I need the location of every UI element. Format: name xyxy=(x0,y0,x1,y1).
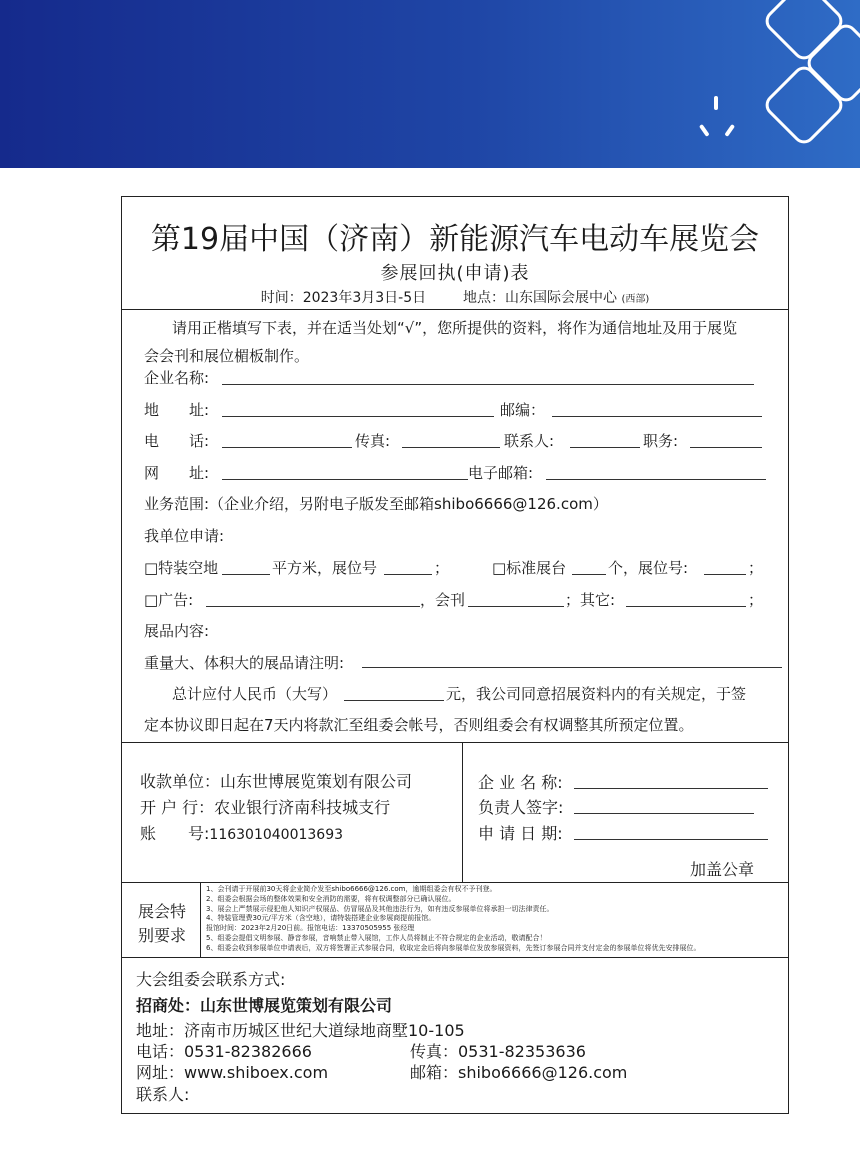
total-label: 总计应付人民币（大写） xyxy=(172,685,338,703)
standard-booth-count-field[interactable] xyxy=(572,574,606,575)
intro-line-1: 请用正楷填写下表，并在适当处划“√”，您所提供的资料，将作为通信地址及用于展览 xyxy=(172,319,738,337)
account-number: 116301040013693 xyxy=(209,827,344,843)
business-scope: 业务范围:（企业介绍，另附电子版发至邮箱shibo6666@126.com） xyxy=(144,495,608,513)
divider xyxy=(462,742,463,882)
intro-line-2: 会会刊和展位楣板制作。 xyxy=(144,347,310,365)
standard-booth-end: ； xyxy=(748,559,764,577)
organizer-phone: 电话：0531-82382666 xyxy=(136,1042,312,1061)
form-title: 第19届中国（济南）新能源汽车电动车展览会 xyxy=(150,222,760,257)
total-terms: 元，我公司同意招展资料内的有关规定，于签 xyxy=(446,685,747,703)
organizer-address: 地址：济南市历城区世纪大道绿地商墅10-105 xyxy=(136,1021,465,1040)
requirement-item: 6、组委会收到参展单位申请表后，双方将签署正式参展合同，收取定金后将向参展单位发放参展资料，先签订参展合同并支付定金的参展单位将优先安排展位。 xyxy=(206,943,701,952)
organizer: 招商处：山东世博展览策划有限公司 xyxy=(136,996,393,1015)
address-field[interactable] xyxy=(222,416,494,417)
organizer-contact-person: 联系人: xyxy=(136,1085,190,1104)
account-label: 账 号: xyxy=(140,824,210,843)
registration-form xyxy=(121,196,789,1114)
position-field[interactable] xyxy=(690,447,762,448)
ad-field[interactable] xyxy=(206,606,420,607)
divider xyxy=(122,309,788,310)
sign-company-field[interactable] xyxy=(574,788,768,789)
company-name-label: 企业名称: xyxy=(144,369,210,387)
website-field[interactable] xyxy=(222,479,468,480)
phone-field[interactable] xyxy=(222,447,352,448)
email-label: 电子邮箱: xyxy=(468,464,534,482)
payee: 收款单位：山东世博展览策划有限公司 xyxy=(140,772,413,791)
standard-booth-label: 个，展位号: xyxy=(608,559,689,577)
organizer-fax: 传真：0531-82353636 xyxy=(410,1042,586,1061)
standard-booth-no-field[interactable] xyxy=(704,574,746,575)
form-subtitle: 参展回执(申请)表 xyxy=(380,263,530,284)
bank: 开 户 行：农业银行济南科技城支行 xyxy=(140,798,391,817)
divider xyxy=(122,742,788,743)
total-amount-field[interactable] xyxy=(344,700,444,701)
heavy-exhibits-field[interactable] xyxy=(362,667,782,668)
seal-label: 加盖公章 xyxy=(690,860,755,879)
heavy-exhibits-note: 重量大、体积大的展品请注明: xyxy=(144,654,345,672)
contact-label: 联系人: xyxy=(504,432,555,450)
company-name-field[interactable] xyxy=(222,384,754,385)
requirements-label-1: 展会特 xyxy=(138,902,187,921)
date-field[interactable] xyxy=(574,839,768,840)
other-end: ； xyxy=(748,591,764,609)
special-space-label: 平方米，展位号 xyxy=(272,559,378,577)
website-label: 网 址: xyxy=(144,464,210,482)
address-label: 地 址: xyxy=(144,401,210,419)
special-space-end: ； xyxy=(434,559,450,577)
signer-field[interactable] xyxy=(574,813,754,814)
phone-label: 电 话: xyxy=(144,432,210,450)
email-field[interactable] xyxy=(546,479,766,480)
event-place-note: (西部) xyxy=(621,294,650,305)
journal-label: ，会刊 xyxy=(420,591,466,609)
fax-field[interactable] xyxy=(402,447,500,448)
requirement-item: 2、组委会根据会场的整体效果和安全消防的需要，将有权调整部分已确认展位。 xyxy=(206,894,456,903)
ad-checkbox[interactable]: □广告: xyxy=(144,591,194,609)
requirements-label-2: 别要求 xyxy=(138,926,187,945)
divider xyxy=(122,957,788,958)
postcode-field[interactable] xyxy=(552,416,762,417)
special-space-area-field[interactable] xyxy=(222,574,270,575)
contact-heading: 大会组委会联系方式: xyxy=(136,970,286,989)
special-space-checkbox[interactable]: □特装空地 xyxy=(144,559,219,577)
event-info xyxy=(122,287,788,307)
organizer-email[interactable]: 邮箱：shibo6666@126.com xyxy=(410,1063,628,1082)
position-label: 职务: xyxy=(643,432,679,450)
organizer-website[interactable]: 网址：www.shiboex.com xyxy=(136,1063,329,1082)
account xyxy=(140,821,343,844)
special-booth-no-field[interactable] xyxy=(384,574,432,575)
date-label: 申 请 日 期: xyxy=(478,824,563,843)
requirement-item: 4、特装管理费30元/平方米（含空地），请特装搭建企业参展商提前报馆。 xyxy=(206,914,436,923)
other-field[interactable] xyxy=(626,606,746,607)
total-terms-line-2: 定本协议即日起在7天内将款汇至组委会帐号，否则组委会有权调整其所预定位置。 xyxy=(144,716,694,734)
socket-logo-icon xyxy=(680,0,860,168)
divider xyxy=(122,882,788,883)
requirement-item: 3、展会上严禁展示侵犯他人知识产权展品、仿冒展品及其他违法行为，如有违反参展单位将承担一切法律责任。 xyxy=(206,904,554,913)
postcode-label: 邮编： xyxy=(500,401,546,419)
event-time: 时间：2023年3月3日-5日 xyxy=(260,290,427,306)
divider xyxy=(200,882,201,957)
fax-label: 传真: xyxy=(355,432,391,450)
requirement-item: 5、组委会提倡文明参展、静音参展，音响禁止带入展馆，工作人员将制止不符合规定的企业活动，敬请配合！ xyxy=(206,933,547,942)
standard-booth-checkbox[interactable]: □标准展台 xyxy=(492,559,567,577)
contact-field[interactable] xyxy=(570,447,640,448)
event-place: 地点：山东国际会展中心 xyxy=(463,290,618,306)
exhibits-label: 展品内容: xyxy=(144,622,210,640)
requirement-item: 1、会刊请于开展前30天将企业简介发至shibo6666@126.com，逾期组委会有权不予刊登。 xyxy=(206,885,497,893)
sign-company-label: 企 业 名 称: xyxy=(478,773,563,792)
apply-label: 我单位申请: xyxy=(144,527,225,545)
signer-label: 负责人签字: xyxy=(478,798,564,817)
other-label: ；其它: xyxy=(565,591,616,609)
requirement-item: 报馆时间：2023年2月20日前。报馆电话：13370505955 张经理 xyxy=(206,924,415,933)
requirements-list xyxy=(206,885,781,954)
journal-field[interactable] xyxy=(468,606,564,607)
